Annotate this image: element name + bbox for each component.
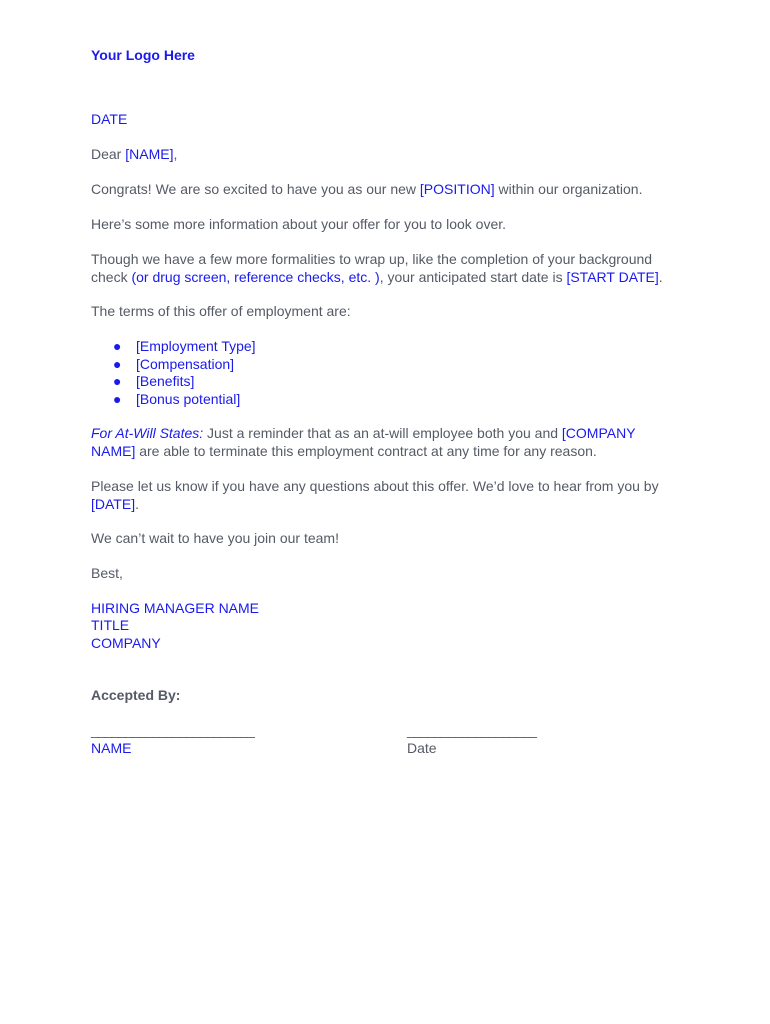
term-label: [Bonus potential]	[136, 390, 241, 407]
term-label: [Benefits]	[136, 373, 195, 389]
formalities-paragraph	[91, 251, 666, 286]
signature-company: COMPANY	[91, 635, 161, 651]
date-signature-label: Date	[407, 740, 437, 756]
at-will-text-end: are able to terminate this employment contract at any time for any reason.	[135, 442, 597, 459]
congrats-text: Congrats! We are so excited to have you as our new	[91, 181, 420, 197]
congrats-paragraph	[91, 181, 681, 199]
questions-text: Please let us know if you have any questions about this offer. We’d love to hear from you by	[91, 478, 659, 494]
company-name-placeholder: [COMPANY NAME]	[91, 425, 636, 459]
bullet-icon: ●	[113, 355, 122, 372]
greeting-prefix: Dear	[91, 146, 126, 162]
recipient-name: [NAME]	[125, 146, 174, 162]
name-signature-label: NAME	[91, 740, 132, 756]
bullet-icon: ●	[113, 390, 122, 407]
formalities-text-mid: , your anticipated start date is	[379, 268, 567, 285]
logo-placeholder: Your Logo Here	[91, 47, 195, 63]
terms-item	[91, 338, 681, 356]
signoff: Best,	[91, 565, 123, 581]
bullet-icon: ●	[113, 338, 122, 354]
terms-list-container	[91, 338, 681, 408]
letter-date: DATE	[91, 111, 128, 127]
date-signature-line: ___________________	[407, 722, 536, 738]
greeting	[91, 146, 681, 164]
start-date-placeholder: [START DATE]	[566, 268, 659, 285]
term-label: [Employment Type]	[136, 338, 256, 354]
questions-text-end: .	[135, 495, 139, 512]
congrats-text-end: within our organization.	[494, 181, 643, 197]
at-will-label: For At-Will States:	[91, 425, 204, 441]
terms-intro: The terms of this offer of employment are:	[91, 303, 351, 319]
terms-item	[91, 391, 681, 409]
bullet-icon: ●	[113, 373, 122, 389]
terms-item	[91, 373, 681, 391]
at-will-paragraph	[91, 425, 656, 460]
checks-placeholder: (or drug screen, reference checks, etc. )	[131, 268, 380, 285]
term-label: [Compensation]	[136, 355, 235, 372]
at-will-text: Just a reminder that as an at-will employee both you and	[203, 425, 562, 441]
info-paragraph: Here’s some more information about your offer for you to look over.	[91, 216, 507, 232]
questions-paragraph	[91, 478, 671, 513]
signature-title: TITLE	[91, 617, 130, 633]
closing-line: We can’t wait to have you join our team!	[91, 530, 339, 546]
terms-item	[91, 356, 681, 374]
reply-date-placeholder: [DATE]	[91, 495, 136, 512]
formalities-text-end: .	[658, 268, 663, 285]
signature-name: HIRING MANAGER NAME	[91, 600, 260, 616]
terms-list	[91, 338, 681, 408]
name-signature-line: ________________________	[91, 722, 254, 738]
formalities-text: Though we have a few more formalities to wrap up, like the completion of your background check	[91, 251, 653, 285]
accepted-by-label: Accepted By:	[91, 687, 181, 703]
position-placeholder: [POSITION]	[419, 181, 495, 197]
greeting-suffix: ,	[173, 146, 178, 162]
